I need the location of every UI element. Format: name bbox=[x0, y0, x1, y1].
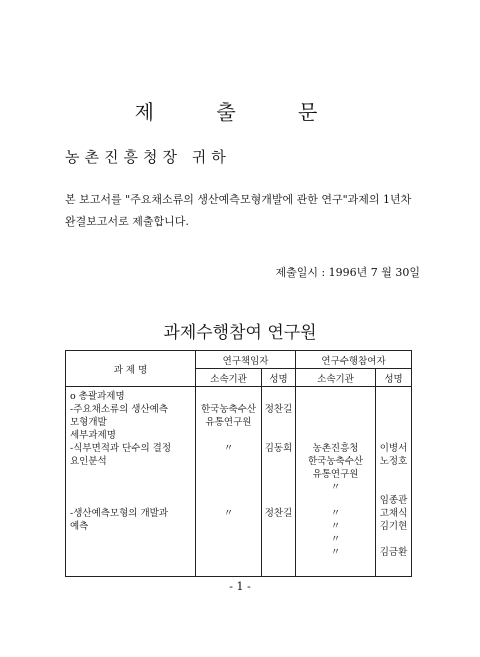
table-cell-line bbox=[70, 468, 195, 481]
table-cell-line bbox=[376, 429, 411, 442]
table-cell-line: 요인분석 bbox=[70, 456, 107, 467]
table-cell-line: 〃 bbox=[330, 521, 341, 532]
header-task-name: 과 제 명 bbox=[66, 351, 196, 387]
table-cell-line: 이병서 bbox=[379, 443, 408, 454]
table-cell-line bbox=[376, 390, 411, 403]
table-cell-line bbox=[196, 429, 261, 442]
table-cell-line: 〃 bbox=[330, 482, 341, 493]
table-cell-line bbox=[70, 494, 195, 507]
addressee: 농촌진흥청장 귀하 bbox=[65, 148, 231, 166]
table-cell-line: 〃 bbox=[330, 547, 341, 558]
task-name-column bbox=[66, 387, 196, 577]
table-cell-line: 한국농축수산 bbox=[307, 456, 364, 467]
header-participant-name: 성명 bbox=[376, 369, 412, 387]
table-cell-line bbox=[70, 481, 195, 494]
table-cell-line bbox=[196, 533, 261, 546]
header-participants: 연구수행참여자 bbox=[296, 351, 412, 369]
participant-name-column bbox=[376, 387, 412, 577]
table-cell-line: 노정호 bbox=[379, 456, 408, 467]
submission-date: 제출일시 : 1996년 7 월 30일 bbox=[275, 266, 420, 279]
table-cell-line: 모형개발 bbox=[70, 417, 107, 428]
header-lead-researcher: 연구책임자 bbox=[196, 351, 296, 369]
table-cell-line bbox=[296, 403, 375, 416]
header-lead-name: 성명 bbox=[262, 369, 296, 387]
table-cell-line: 〃 bbox=[223, 508, 234, 519]
table-cell-line bbox=[262, 455, 295, 468]
lead-name-column bbox=[262, 387, 296, 577]
table-cell-line bbox=[196, 468, 261, 481]
table-cell-line bbox=[262, 520, 295, 533]
table-cell-line: 김기현 bbox=[379, 521, 408, 532]
table-cell-line bbox=[296, 416, 375, 429]
table-cell-line: -생산예측모형의 개발과 bbox=[70, 508, 169, 519]
table-cell-line: 유통연구원 bbox=[205, 417, 252, 428]
body-text-line-2: 완결보고서로 제출합니다. bbox=[65, 215, 189, 228]
table-cell-line: 정찬길 bbox=[264, 404, 293, 415]
table-cell-line: 〃 bbox=[330, 534, 341, 545]
participant-affiliation-column bbox=[296, 387, 376, 577]
table-cell-line: 〃 bbox=[223, 443, 234, 454]
table-cell-line bbox=[376, 533, 411, 546]
table-cell-line: -식부면적과 단수의 결정 bbox=[70, 443, 172, 454]
body-text-line-1: 본 보고서를 "주요채소류의 생산예측모형개발에 관한 연구"과제의 1년차 bbox=[65, 193, 412, 206]
table-cell-line: 한국농축수산 bbox=[200, 404, 257, 415]
table-cell-line: 〃 bbox=[330, 508, 341, 519]
table-cell-line bbox=[196, 494, 261, 507]
table-cell-line bbox=[70, 533, 195, 546]
lead-affiliation-column bbox=[196, 387, 262, 577]
table-cell-line bbox=[262, 494, 295, 507]
table-cell-line bbox=[196, 390, 261, 403]
table-cell-line bbox=[196, 546, 261, 559]
table-cell-line bbox=[262, 481, 295, 494]
table-cell-line: 예측 bbox=[70, 521, 89, 532]
page-number: - 1 - bbox=[229, 580, 251, 593]
table-cell-line bbox=[196, 455, 261, 468]
table-cell-line: 농촌진흥청 bbox=[312, 443, 359, 454]
table-cell-line bbox=[376, 481, 411, 494]
table-cell-line bbox=[262, 390, 295, 403]
table-cell-line: 김동희 bbox=[264, 443, 293, 454]
researcher-table bbox=[65, 350, 412, 577]
table-cell-line: 김금환 bbox=[379, 547, 408, 558]
table-cell-line bbox=[196, 481, 261, 494]
table-cell-line bbox=[70, 546, 195, 559]
section-subtitle: 과제수행참여 연구원 bbox=[163, 323, 317, 343]
table-cell-line bbox=[376, 403, 411, 416]
table-cell-line bbox=[296, 429, 375, 442]
table-cell-line: 유통연구원 bbox=[312, 469, 359, 480]
table-cell-line: 임종관 bbox=[379, 495, 408, 506]
table-cell-line bbox=[262, 533, 295, 546]
table-cell-line bbox=[376, 468, 411, 481]
table-cell-line bbox=[262, 429, 295, 442]
table-cell-line bbox=[196, 520, 261, 533]
table-cell-line bbox=[262, 416, 295, 429]
table-cell-line bbox=[262, 468, 295, 481]
table-cell-line bbox=[376, 416, 411, 429]
table-cell-line: 세부과제명 bbox=[70, 430, 116, 441]
table-cell-line bbox=[296, 494, 375, 507]
header-participant-affiliation: 소속기관 bbox=[296, 369, 376, 387]
document-title: 제 출 문 bbox=[134, 100, 346, 124]
header-lead-affiliation: 소속기관 bbox=[196, 369, 262, 387]
table-cell-line: 고채식 bbox=[379, 508, 408, 519]
table-cell-line: -주요채소류의 생산예측 bbox=[70, 404, 169, 415]
table-cell-line bbox=[296, 390, 375, 403]
table-cell-line: o 총괄과제명 bbox=[70, 391, 125, 402]
table-cell-line: 정찬길 bbox=[264, 508, 293, 519]
table-cell-line bbox=[262, 546, 295, 559]
